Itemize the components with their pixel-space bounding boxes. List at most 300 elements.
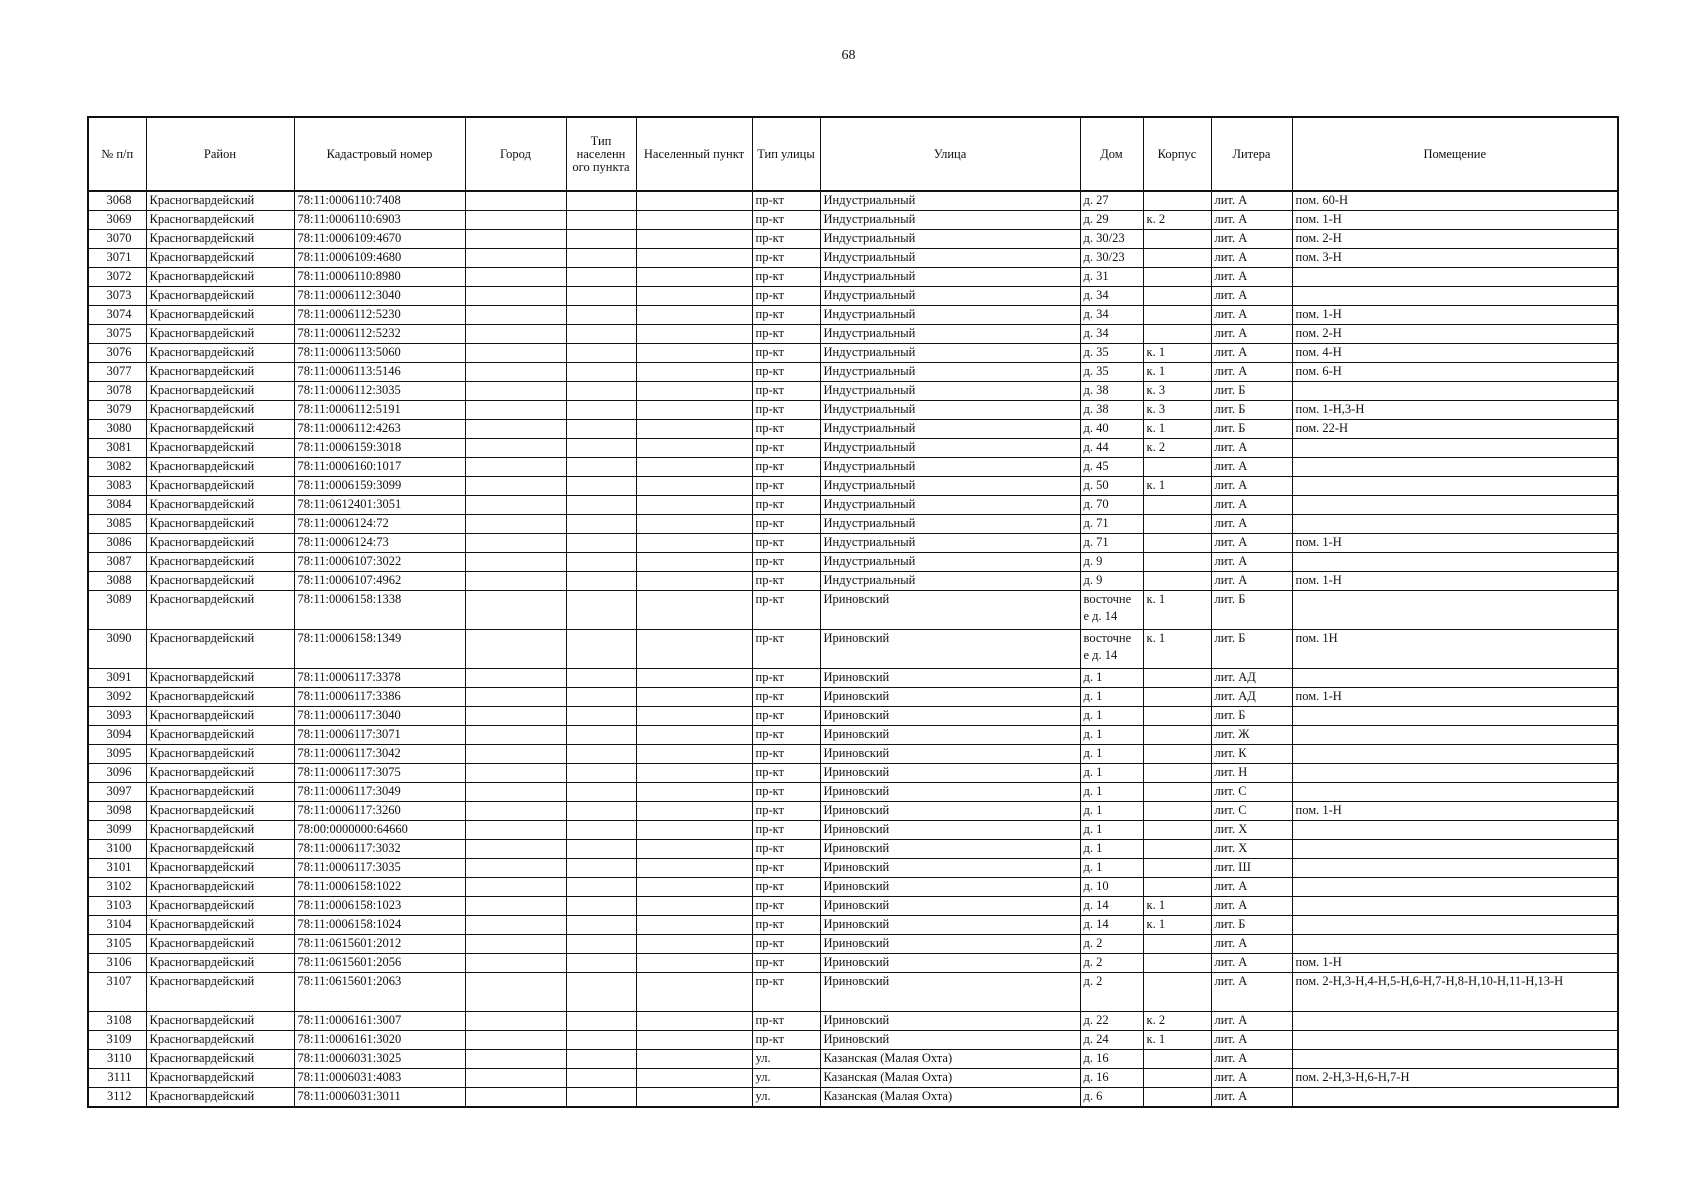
table-row (88, 859, 1618, 878)
cell-premises (1292, 1031, 1618, 1050)
cell-premises: пом. 1-Н (1292, 534, 1618, 553)
cell-street: Индустриальный (820, 420, 1080, 439)
cell-district: Красногвардейский (146, 420, 294, 439)
table-row (88, 878, 1618, 897)
cell-cadastral-number: 78:11:0006110:6903 (294, 211, 465, 230)
cell-house: д. 1 (1080, 764, 1143, 783)
table-row (88, 935, 1618, 954)
cell-street: Индустриальный (820, 268, 1080, 287)
cell-settlement-type (566, 420, 636, 439)
cell-street-type: пр-кт (752, 973, 820, 1012)
cell-settlement (636, 707, 752, 726)
cell-premises (1292, 897, 1618, 916)
cell-row-number: 3096 (88, 764, 146, 783)
cell-premises (1292, 1050, 1618, 1069)
cell-street-type: пр-кт (752, 287, 820, 306)
cell-city (465, 591, 566, 630)
cell-cadastral-number: 78:11:0006117:3032 (294, 840, 465, 859)
cell-letter: лит. С (1211, 802, 1292, 821)
cell-district: Красногвардейский (146, 401, 294, 420)
cell-street-type: пр-кт (752, 553, 820, 572)
cell-street: Казанская (Малая Охта) (820, 1088, 1080, 1108)
cell-house: д. 16 (1080, 1069, 1143, 1088)
cell-street: Индустриальный (820, 191, 1080, 211)
cell-letter: лит. А (1211, 1050, 1292, 1069)
cell-settlement-type (566, 669, 636, 688)
cell-row-number: 3106 (88, 954, 146, 973)
cell-row-number: 3069 (88, 211, 146, 230)
cell-district: Красногвардейский (146, 878, 294, 897)
table-row (88, 363, 1618, 382)
cell-settlement-type (566, 745, 636, 764)
cell-letter: лит. А (1211, 1012, 1292, 1031)
cell-house: д. 30/23 (1080, 249, 1143, 268)
cell-building (1143, 764, 1211, 783)
cell-city (465, 859, 566, 878)
cell-settlement (636, 344, 752, 363)
cell-premises (1292, 726, 1618, 745)
cell-premises: пом. 2-Н,3-Н,4-Н,5-Н,6-Н,7-Н,8-Н,10-Н,11-Н,13-Н (1292, 973, 1618, 1012)
cell-settlement (636, 1069, 752, 1088)
cell-premises (1292, 496, 1618, 515)
cell-house: д. 16 (1080, 1050, 1143, 1069)
cell-row-number: 3090 (88, 630, 146, 669)
cell-street: Казанская (Малая Охта) (820, 1069, 1080, 1088)
cell-cadastral-number: 78:11:0006158:1022 (294, 878, 465, 897)
cell-settlement (636, 439, 752, 458)
cell-building (1143, 534, 1211, 553)
cell-city (465, 191, 566, 211)
cell-building: к. 1 (1143, 1031, 1211, 1050)
cell-city (465, 420, 566, 439)
cell-city (465, 249, 566, 268)
cell-house: д. 1 (1080, 802, 1143, 821)
header-district: Район (146, 117, 294, 191)
cell-house: д. 1 (1080, 821, 1143, 840)
cell-street: Индустриальный (820, 534, 1080, 553)
cell-building (1143, 973, 1211, 1012)
cell-settlement-type (566, 821, 636, 840)
cell-district: Красногвардейский (146, 688, 294, 707)
cell-city (465, 230, 566, 249)
cell-row-number: 3100 (88, 840, 146, 859)
cell-street-type: пр-кт (752, 878, 820, 897)
cell-street: Казанская (Малая Охта) (820, 1050, 1080, 1069)
cell-premises: пом. 1-Н (1292, 688, 1618, 707)
cell-row-number: 3095 (88, 745, 146, 764)
cell-street: Ириновский (820, 878, 1080, 897)
cell-city (465, 363, 566, 382)
cell-settlement-type (566, 496, 636, 515)
cell-house: д. 1 (1080, 688, 1143, 707)
cell-building: к. 1 (1143, 916, 1211, 935)
cell-cadastral-number: 78:11:0006112:5191 (294, 401, 465, 420)
cell-house: д. 1 (1080, 669, 1143, 688)
cell-building (1143, 1069, 1211, 1088)
cell-settlement-type (566, 1050, 636, 1069)
table-row (88, 382, 1618, 401)
cell-house: д. 10 (1080, 878, 1143, 897)
cell-street: Индустриальный (820, 211, 1080, 230)
cell-row-number: 3076 (88, 344, 146, 363)
cell-street: Ириновский (820, 707, 1080, 726)
cell-city (465, 897, 566, 916)
cell-street: Ириновский (820, 954, 1080, 973)
cell-settlement (636, 363, 752, 382)
cell-building (1143, 191, 1211, 211)
cell-street-type: пр-кт (752, 458, 820, 477)
cell-settlement-type (566, 591, 636, 630)
cell-settlement (636, 688, 752, 707)
cell-building (1143, 553, 1211, 572)
cell-row-number: 3068 (88, 191, 146, 211)
cell-district: Красногвардейский (146, 669, 294, 688)
cell-building (1143, 458, 1211, 477)
cell-street: Индустриальный (820, 344, 1080, 363)
cell-street-type: пр-кт (752, 669, 820, 688)
cell-row-number: 3077 (88, 363, 146, 382)
cell-house: д. 70 (1080, 496, 1143, 515)
table-row (88, 534, 1618, 553)
cell-settlement (636, 191, 752, 211)
cell-premises (1292, 477, 1618, 496)
cell-street-type: пр-кт (752, 477, 820, 496)
cell-row-number: 3108 (88, 1012, 146, 1031)
cell-settlement (636, 287, 752, 306)
cell-letter: лит. Х (1211, 840, 1292, 859)
cell-district: Красногвардейский (146, 783, 294, 802)
cell-street-type: пр-кт (752, 211, 820, 230)
cell-letter: лит. А (1211, 287, 1292, 306)
cell-settlement-type (566, 1069, 636, 1088)
cell-settlement-type (566, 553, 636, 572)
cell-premises: пом. 60-Н (1292, 191, 1618, 211)
cell-city (465, 553, 566, 572)
cell-row-number: 3110 (88, 1050, 146, 1069)
cell-cadastral-number: 78:11:0006124:72 (294, 515, 465, 534)
cell-cadastral-number: 78:11:0006160:1017 (294, 458, 465, 477)
cell-street: Ириновский (820, 802, 1080, 821)
cell-cadastral-number: 78:11:0006161:3020 (294, 1031, 465, 1050)
cell-row-number: 3073 (88, 287, 146, 306)
cell-premises: пом. 3-Н (1292, 249, 1618, 268)
cell-settlement-type (566, 572, 636, 591)
cell-cadastral-number: 78:11:0006117:3049 (294, 783, 465, 802)
cell-street: Индустриальный (820, 325, 1080, 344)
cell-cadastral-number: 78:11:0006112:3040 (294, 287, 465, 306)
cell-city (465, 954, 566, 973)
cell-letter: лит. К (1211, 745, 1292, 764)
cell-row-number: 3112 (88, 1088, 146, 1108)
cell-premises (1292, 935, 1618, 954)
cell-cadastral-number: 78:11:0006124:73 (294, 534, 465, 553)
cell-street: Ириновский (820, 973, 1080, 1012)
cell-row-number: 3089 (88, 591, 146, 630)
cell-house: восточне е д. 14 (1080, 591, 1143, 630)
cell-settlement (636, 916, 752, 935)
cell-cadastral-number: 78:11:0006158:1023 (294, 897, 465, 916)
cell-city (465, 515, 566, 534)
cell-cadastral-number: 78:11:0615601:2063 (294, 973, 465, 1012)
cell-city (465, 401, 566, 420)
cell-district: Красногвардейский (146, 287, 294, 306)
cell-street: Индустриальный (820, 382, 1080, 401)
cell-settlement (636, 821, 752, 840)
cell-settlement (636, 477, 752, 496)
table-row (88, 249, 1618, 268)
cell-premises: пом. 2-Н (1292, 230, 1618, 249)
cell-settlement-type (566, 534, 636, 553)
cell-building (1143, 515, 1211, 534)
cell-settlement-type (566, 897, 636, 916)
table-row (88, 230, 1618, 249)
cell-cadastral-number: 78:11:0006031:4083 (294, 1069, 465, 1088)
header-building: Корпус (1143, 117, 1211, 191)
cell-street-type: пр-кт (752, 783, 820, 802)
cell-house: д. 2 (1080, 954, 1143, 973)
cell-street-type: пр-кт (752, 688, 820, 707)
table-row (88, 745, 1618, 764)
cell-premises (1292, 669, 1618, 688)
cell-building (1143, 840, 1211, 859)
cell-settlement (636, 591, 752, 630)
cell-premises (1292, 821, 1618, 840)
cell-street-type: пр-кт (752, 439, 820, 458)
cell-settlement (636, 496, 752, 515)
cell-letter: лит. А (1211, 1088, 1292, 1108)
cell-premises (1292, 382, 1618, 401)
cell-building: к. 1 (1143, 420, 1211, 439)
cell-cadastral-number: 78:11:0006112:5230 (294, 306, 465, 325)
cell-city (465, 916, 566, 935)
cell-cadastral-number: 78:11:0006112:5232 (294, 325, 465, 344)
table-row (88, 688, 1618, 707)
cell-letter: лит. А (1211, 268, 1292, 287)
cell-cadastral-number: 78:11:0006161:3007 (294, 1012, 465, 1031)
cell-premises: пом. 1-Н (1292, 572, 1618, 591)
cell-row-number: 3082 (88, 458, 146, 477)
cell-letter: лит. А (1211, 553, 1292, 572)
cell-settlement-type (566, 630, 636, 669)
table-row (88, 1050, 1618, 1069)
table-body (88, 191, 1618, 1107)
cell-settlement-type (566, 191, 636, 211)
cell-district: Красногвардейский (146, 897, 294, 916)
cell-building: к. 2 (1143, 439, 1211, 458)
cell-cadastral-number: 78:11:0006112:4263 (294, 420, 465, 439)
cell-street: Ириновский (820, 840, 1080, 859)
cell-settlement-type (566, 878, 636, 897)
cell-city (465, 477, 566, 496)
cell-premises: пом. 4-Н (1292, 344, 1618, 363)
table-row (88, 439, 1618, 458)
cell-settlement (636, 249, 752, 268)
cell-premises: пом. 2-Н,3-Н,6-Н,7-Н (1292, 1069, 1618, 1088)
cell-row-number: 3111 (88, 1069, 146, 1088)
cell-letter: лит. Б (1211, 382, 1292, 401)
cell-building: к. 1 (1143, 591, 1211, 630)
cell-street-type: ул. (752, 1088, 820, 1108)
cell-house: д. 1 (1080, 726, 1143, 745)
cell-settlement (636, 1088, 752, 1108)
cell-row-number: 3086 (88, 534, 146, 553)
cell-district: Красногвардейский (146, 726, 294, 745)
cell-cadastral-number: 78:11:0006112:3035 (294, 382, 465, 401)
cell-city (465, 1012, 566, 1031)
cell-settlement-type (566, 230, 636, 249)
cell-building (1143, 745, 1211, 764)
cell-city (465, 935, 566, 954)
table-row (88, 726, 1618, 745)
cell-building: к. 2 (1143, 211, 1211, 230)
cell-premises (1292, 553, 1618, 572)
cell-row-number: 3075 (88, 325, 146, 344)
cell-city (465, 439, 566, 458)
cell-cadastral-number: 78:11:0006158:1024 (294, 916, 465, 935)
cell-street-type: пр-кт (752, 726, 820, 745)
cell-street-type: ул. (752, 1069, 820, 1088)
cell-row-number: 3105 (88, 935, 146, 954)
cell-row-number: 3104 (88, 916, 146, 935)
cell-letter: лит. А (1211, 249, 1292, 268)
cell-district: Красногвардейский (146, 439, 294, 458)
cell-street: Ириновский (820, 745, 1080, 764)
cell-letter: лит. А (1211, 211, 1292, 230)
cell-street: Ириновский (820, 821, 1080, 840)
table-row (88, 916, 1618, 935)
cell-street: Ириновский (820, 726, 1080, 745)
table-row (88, 1012, 1618, 1031)
cell-street: Ириновский (820, 897, 1080, 916)
cell-building (1143, 859, 1211, 878)
cell-house: д. 29 (1080, 211, 1143, 230)
cell-premises: пом. 2-Н (1292, 325, 1618, 344)
cell-cadastral-number: 78:11:0612401:3051 (294, 496, 465, 515)
cell-cadastral-number: 78:11:0615601:2012 (294, 935, 465, 954)
cell-settlement (636, 840, 752, 859)
cell-row-number: 3107 (88, 973, 146, 1012)
cell-settlement (636, 745, 752, 764)
cell-letter: лит. Ж (1211, 726, 1292, 745)
cell-city (465, 802, 566, 821)
cell-settlement (636, 973, 752, 1012)
cell-letter: лит. А (1211, 1069, 1292, 1088)
cell-street: Индустриальный (820, 306, 1080, 325)
cell-street-type: пр-кт (752, 230, 820, 249)
cell-row-number: 3085 (88, 515, 146, 534)
cell-settlement (636, 515, 752, 534)
cell-street-type: пр-кт (752, 707, 820, 726)
cell-district: Красногвардейский (146, 249, 294, 268)
cell-street-type: пр-кт (752, 420, 820, 439)
cell-house: д. 1 (1080, 707, 1143, 726)
cell-settlement-type (566, 344, 636, 363)
cell-street-type: пр-кт (752, 382, 820, 401)
cell-settlement-type (566, 1031, 636, 1050)
cell-street-type: пр-кт (752, 249, 820, 268)
cell-premises (1292, 268, 1618, 287)
cell-city (465, 344, 566, 363)
cell-cadastral-number: 78:11:0006113:5146 (294, 363, 465, 382)
cell-district: Красногвардейский (146, 859, 294, 878)
cell-row-number: 3070 (88, 230, 146, 249)
cell-letter: лит. Ш (1211, 859, 1292, 878)
cell-city (465, 783, 566, 802)
cell-street-type: пр-кт (752, 859, 820, 878)
cell-row-number: 3093 (88, 707, 146, 726)
cell-house: д. 30/23 (1080, 230, 1143, 249)
cell-cadastral-number: 78:11:0006031:3025 (294, 1050, 465, 1069)
cell-settlement (636, 268, 752, 287)
header-settlement: Населенный пункт (636, 117, 752, 191)
cell-cadastral-number: 78:11:0006159:3099 (294, 477, 465, 496)
cell-house: д. 14 (1080, 916, 1143, 935)
cell-settlement (636, 878, 752, 897)
cell-letter: лит. А (1211, 496, 1292, 515)
cell-district: Красногвардейский (146, 306, 294, 325)
cell-street: Ириновский (820, 764, 1080, 783)
cell-street: Индустриальный (820, 287, 1080, 306)
cell-premises (1292, 916, 1618, 935)
cell-street-type: пр-кт (752, 630, 820, 669)
cell-row-number: 3109 (88, 1031, 146, 1050)
cell-letter: лит. А (1211, 878, 1292, 897)
cell-premises (1292, 764, 1618, 783)
cell-premises (1292, 515, 1618, 534)
cell-letter: лит. А (1211, 572, 1292, 591)
cell-premises: пом. 1-Н (1292, 211, 1618, 230)
cell-row-number: 3092 (88, 688, 146, 707)
cell-letter: лит. Б (1211, 401, 1292, 420)
cell-row-number: 3102 (88, 878, 146, 897)
cell-house: д. 24 (1080, 1031, 1143, 1050)
cell-premises (1292, 840, 1618, 859)
cell-district: Красногвардейский (146, 973, 294, 1012)
cell-city (465, 306, 566, 325)
cell-street: Индустриальный (820, 572, 1080, 591)
cell-city (465, 1050, 566, 1069)
cell-premises: пом. 6-Н (1292, 363, 1618, 382)
cell-district: Красногвардейский (146, 1012, 294, 1031)
cell-letter: лит. А (1211, 1031, 1292, 1050)
cell-building (1143, 325, 1211, 344)
cell-row-number: 3101 (88, 859, 146, 878)
cell-house: д. 2 (1080, 935, 1143, 954)
cell-house: д. 9 (1080, 553, 1143, 572)
cell-settlement (636, 1031, 752, 1050)
cell-premises (1292, 439, 1618, 458)
cell-street-type: пр-кт (752, 306, 820, 325)
cell-row-number: 3094 (88, 726, 146, 745)
cell-house: д. 1 (1080, 783, 1143, 802)
cell-street: Ириновский (820, 688, 1080, 707)
cell-letter: лит. А (1211, 935, 1292, 954)
table-row (88, 496, 1618, 515)
cell-street-type: пр-кт (752, 591, 820, 630)
cell-district: Красногвардейский (146, 745, 294, 764)
cell-letter: лит. С (1211, 783, 1292, 802)
cell-city (465, 382, 566, 401)
cell-house: д. 71 (1080, 515, 1143, 534)
cell-house: д. 35 (1080, 344, 1143, 363)
cell-district: Красногвардейский (146, 534, 294, 553)
cell-street-type: пр-кт (752, 916, 820, 935)
header-row (88, 117, 1618, 191)
header-city: Город (465, 117, 566, 191)
cell-district: Красногвардейский (146, 496, 294, 515)
cell-premises: пом. 22-Н (1292, 420, 1618, 439)
cell-letter: лит. А (1211, 230, 1292, 249)
